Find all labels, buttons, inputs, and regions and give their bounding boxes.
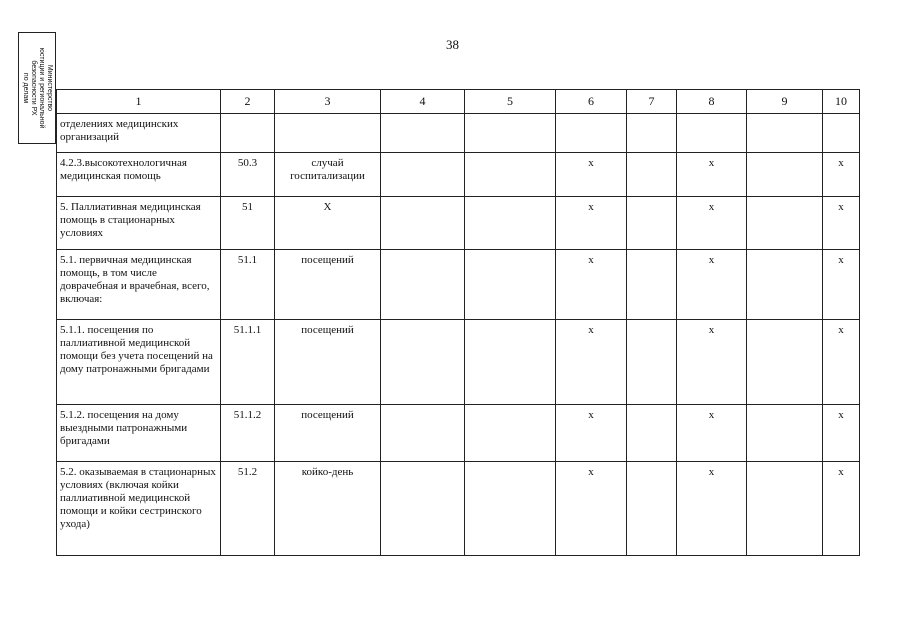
table-row bbox=[57, 114, 860, 153]
table-cell-name: 5.1.2. посещения на дому выездными патронажными бригадами bbox=[57, 405, 221, 462]
table-cell-col8: x bbox=[677, 462, 747, 556]
header-cell: 3 bbox=[275, 90, 381, 114]
header-row bbox=[57, 90, 860, 114]
table-cell-col10: x bbox=[823, 462, 860, 556]
table-cell-col6: x bbox=[556, 320, 627, 405]
table-cell-col9 bbox=[747, 114, 823, 153]
table-cell-code bbox=[221, 114, 275, 153]
table-cell-col4 bbox=[381, 114, 465, 153]
table-cell-code: 51.2 bbox=[221, 462, 275, 556]
table-cell-col6 bbox=[556, 114, 627, 153]
table-cell-col7 bbox=[627, 250, 677, 320]
table-cell-col5 bbox=[465, 405, 556, 462]
table-row bbox=[57, 320, 860, 405]
table-cell-unit bbox=[275, 114, 381, 153]
table-cell-unit: случай госпитализации bbox=[275, 153, 381, 197]
table-cell-col5 bbox=[465, 250, 556, 320]
table-row bbox=[57, 250, 860, 320]
stamp-line: безопасности РХ bbox=[30, 60, 37, 116]
data-table bbox=[56, 89, 860, 556]
table-cell-col8: x bbox=[677, 405, 747, 462]
table-cell-col10: x bbox=[823, 320, 860, 405]
table-cell-col8: x bbox=[677, 197, 747, 250]
table-cell-col9 bbox=[747, 405, 823, 462]
table-cell-col6: x bbox=[556, 250, 627, 320]
table-cell-col5 bbox=[465, 197, 556, 250]
table-cell-col7 bbox=[627, 405, 677, 462]
table-cell-col10 bbox=[823, 114, 860, 153]
table-cell-col7 bbox=[627, 153, 677, 197]
table-cell-col10: x bbox=[823, 250, 860, 320]
table-cell-col7 bbox=[627, 197, 677, 250]
table-cell-col6: x bbox=[556, 462, 627, 556]
table-cell-col4 bbox=[381, 462, 465, 556]
table-cell-col4 bbox=[381, 405, 465, 462]
table-row bbox=[57, 405, 860, 462]
table-cell-col9 bbox=[747, 462, 823, 556]
header-cell: 9 bbox=[747, 90, 823, 114]
table-cell-col6: x bbox=[556, 153, 627, 197]
table-cell-col4 bbox=[381, 153, 465, 197]
table-cell-col9 bbox=[747, 197, 823, 250]
table-cell-col5 bbox=[465, 153, 556, 197]
table-cell-col10: x bbox=[823, 405, 860, 462]
stamp-line: юстиции и региональной bbox=[38, 47, 45, 129]
table-cell-code: 51.1.2 bbox=[221, 405, 275, 462]
table-cell-name: 5.1. первичная медицинская помощь, в том числе доврачебная и врачебная, всего, включая: bbox=[57, 250, 221, 320]
table-cell-col10: x bbox=[823, 197, 860, 250]
table-cell-col9 bbox=[747, 250, 823, 320]
table-row bbox=[57, 153, 860, 197]
header-cell: 6 bbox=[556, 90, 627, 114]
table-cell-unit: посещений bbox=[275, 320, 381, 405]
stamp-line: Министерство bbox=[46, 64, 53, 112]
table-cell-col8: x bbox=[677, 153, 747, 197]
table-cell-name: 5. Паллиативная медицинская помощь в стационарных условиях bbox=[57, 197, 221, 250]
header-cell: 8 bbox=[677, 90, 747, 114]
table-cell-col5 bbox=[465, 462, 556, 556]
table-cell-code: 51 bbox=[221, 197, 275, 250]
table-cell-col9 bbox=[747, 153, 823, 197]
table-cell-col8: x bbox=[677, 320, 747, 405]
header-cell: 10 bbox=[823, 90, 860, 114]
table-cell-col8 bbox=[677, 114, 747, 153]
stamp-text bbox=[18, 32, 56, 144]
table-cell-unit: посещений bbox=[275, 250, 381, 320]
header-cell: 2 bbox=[221, 90, 275, 114]
table-cell-code: 51.1.1 bbox=[221, 320, 275, 405]
table-cell-col5 bbox=[465, 320, 556, 405]
table-cell-col7 bbox=[627, 114, 677, 153]
table-cell-col10: x bbox=[823, 153, 860, 197]
table-cell-unit: посещений bbox=[275, 405, 381, 462]
table-cell-col4 bbox=[381, 320, 465, 405]
table-cell-name: отделениях медицинских организаций bbox=[57, 114, 221, 153]
table-cell-name: 5.1.1. посещения по паллиативной медицинской помощи без учета посещений на дому патронажными бригадами bbox=[57, 320, 221, 405]
header-cell: 4 bbox=[381, 90, 465, 114]
table-cell-col9 bbox=[747, 320, 823, 405]
table-row bbox=[57, 462, 860, 556]
table-cell-col6: x bbox=[556, 197, 627, 250]
table-cell-col6: x bbox=[556, 405, 627, 462]
table-cell-col4 bbox=[381, 250, 465, 320]
page-number: 38 bbox=[446, 37, 459, 52]
header-cell: 1 bbox=[57, 90, 221, 114]
stamp-line: по делам bbox=[22, 72, 29, 104]
table-cell-unit: койко-день bbox=[275, 462, 381, 556]
table-cell-code: 51.1 bbox=[221, 250, 275, 320]
table-row bbox=[57, 197, 860, 250]
header-cell: 7 bbox=[627, 90, 677, 114]
table-cell-col5 bbox=[465, 114, 556, 153]
registration-stamp bbox=[18, 32, 56, 144]
table-cell-name: 5.2. оказываемая в стационарных условиях (включая койки паллиативной медицинской помощи и койки сестринского ухода) bbox=[57, 462, 221, 556]
table-cell-col8: x bbox=[677, 250, 747, 320]
header-cell: 5 bbox=[465, 90, 556, 114]
table-cell-unit: X bbox=[275, 197, 381, 250]
table-cell-col7 bbox=[627, 320, 677, 405]
table-cell-col4 bbox=[381, 197, 465, 250]
table-cell-name: 4.2.3.высокотехнологичная медицинская помощь bbox=[57, 153, 221, 197]
table-cell-code: 50.3 bbox=[221, 153, 275, 197]
table-cell-col7 bbox=[627, 462, 677, 556]
